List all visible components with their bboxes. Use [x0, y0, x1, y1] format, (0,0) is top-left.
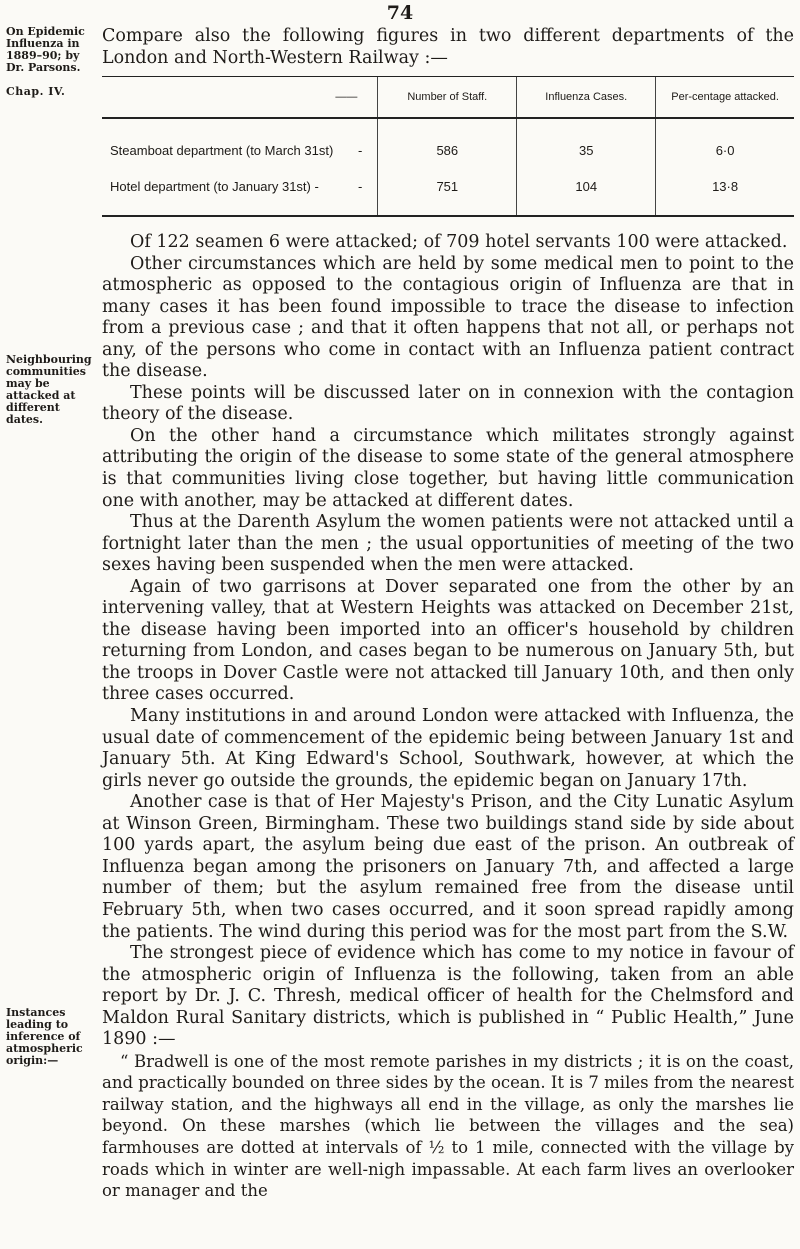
quoted-report: “ Bradwell is one of the most remote parishes in my districts ; it is on the coast, and practically bounded on three sides by the ocean. It is 7 miles from the nearest railway station, and the highways all end in the village, as only the marshes lie beyond. On these marshes (which lie between the villages and the sea) farmhouses are dotted at intervals of ½ to 1 mile, connected with the village by roads which in winter are well-nigh impassable. At each farm lives an overlooker or manager and the: [102, 1051, 794, 1201]
cell-staff: 751: [378, 168, 517, 216]
cell-cases: 35: [517, 118, 656, 168]
paragraph: These points will be discussed later on in connexion with the contagion theory of the disease.: [102, 382, 794, 425]
page-number: 74: [386, 2, 414, 24]
paragraph: Many institutions in and around London were attacked with Influenza, the usual date of commencement of the epidemic being between January 1st and January 5th. At King Edward's School, Southwark, however, at which the girls never go outside the grounds, the epidemic began on January 17th.: [102, 706, 794, 791]
staff-table: [102, 76, 794, 217]
paragraph: Of 122 seamen 6 were attacked; of 709 hotel servants 100 were attacked.: [130, 232, 788, 252]
header-staff: Number of Staff.: [378, 77, 517, 119]
table-row: [102, 168, 794, 216]
table-row: [102, 118, 794, 168]
cell-percentage: 13·8: [656, 168, 794, 216]
row-dash: -: [357, 178, 363, 194]
intro-paragraph: Compare also the following figures in two different departments of the London and North-Western Railway :—: [102, 26, 794, 68]
paragraph: The strongest piece of evidence which has come to my notice in favour of the atmospheric origin of Influenza is the following, taken from an able report by Dr. J. C. Thresh, medical officer of health for the Chelmsford and Maldon Rural Sanitary districts, which is published in “ Public Health,” June 1890 :—: [102, 943, 794, 1050]
cell-staff: 586: [378, 118, 517, 168]
header-percentage: Per-centage attacked.: [656, 77, 794, 119]
paragraph: Again of two garrisons at Dover separated one from the other by an intervening valley, that at Western Heights was attacked on December 21st, the disease having been imported into an officer's household by children returning from London, and cases began to be numerous on January 5th, but the troops in Dover Castle were not attacked till January 10th, and then only three cases occurred.: [102, 576, 794, 705]
running-head: On Epidemic Influenza in 1889–90; by Dr. Parsons.: [6, 25, 85, 74]
side-note-instances: Instances leading to inference of atmospheric origin:—: [6, 1006, 83, 1067]
paragraph: Another case is that of Her Majesty's Prison, and the City Lunatic Asylum at Winson Green, Birmingham. These two buildings stand side by side about 100 yards apart, the asylum being due east of the prison. An outbreak of Influenza began among the prisoners on January 7th, and affected a large number of them; but the asylum remained free from the disease until February 5th, when two cases occurred, and it soon spread rapidly among the patients. The wind during this period was for the most part from the S.W.: [102, 792, 794, 942]
cell-percentage: 6·0: [656, 118, 794, 168]
row-label: Steamboat department (to March 31st): [110, 142, 334, 158]
row-dash: -: [357, 142, 363, 158]
row-label: Hotel department (to January 31st) -: [110, 178, 319, 194]
table-corner: ——: [102, 77, 378, 119]
paragraph: Thus at the Darenth Asylum the women patients were not attacked until a fortnight later than the men ; the usual opportunities of meeting of the two sexes having been suspended when the men were attacked.: [102, 512, 794, 576]
chapter-label: Chap. IV.: [6, 85, 66, 98]
cell-cases: 104: [517, 168, 656, 216]
header-cases: Influenza Cases.: [517, 77, 656, 119]
paragraph: On the other hand a circumstance which militates strongly against attributing the origin of the disease to some state of the general atmosphere is that communities living close together, but having little communication one with another, may be attacked at different dates.: [102, 425, 794, 511]
side-note-neighbouring: Neighbouring communities may be attacked at different dates.: [6, 353, 92, 426]
paragraph: Other circumstances which are held by some medical men to point to the atmospheric as opposed to the contagious origin of Influenza are that in many cases it has been found impossible to trace the disease to infection from a previous case ; and that it often happens that not all, or perhaps not any, of the persons who come in contact with an Influenza patient contract the disease.: [102, 253, 794, 382]
body-text: [102, 232, 794, 1202]
